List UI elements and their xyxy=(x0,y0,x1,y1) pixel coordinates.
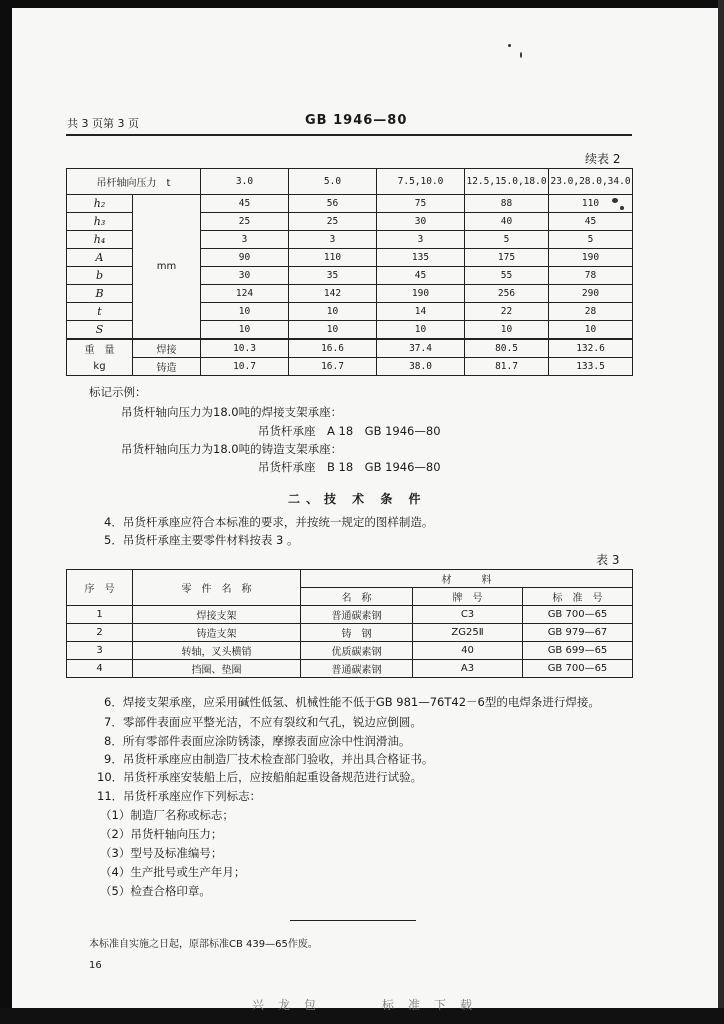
table-cell: 40 xyxy=(413,642,523,660)
table-cell: GB 699—65 xyxy=(523,642,633,660)
column-header: 23.0,28.0,34.0 xyxy=(549,169,633,195)
table-cell: 55 xyxy=(465,267,549,285)
weight-label: 重 量 xyxy=(67,339,133,358)
table-cell: 10 xyxy=(201,303,289,321)
row-label: B xyxy=(67,285,133,303)
table-cell: 190 xyxy=(377,285,465,303)
clause: 10．吊货杆承座安装船上后，应按船舶起重设备规范进行试验。 xyxy=(97,770,423,784)
table-cell: 110 xyxy=(549,195,633,213)
sub-item: （5）检查合格印章。 xyxy=(100,884,211,898)
marking-example-title: 标记示例： xyxy=(89,385,147,399)
axial-pressure-header: 吊杆轴向压力 t xyxy=(67,169,201,195)
table-cell: 38.0 xyxy=(377,358,465,376)
table-cell: 10 xyxy=(201,321,289,340)
table-cell: 普通碳素钢 xyxy=(301,606,413,624)
table-cell: C3 xyxy=(413,606,523,624)
table-cell: GB 700—65 xyxy=(523,660,633,678)
sub-item: （1）制造厂名称或标志； xyxy=(100,808,234,822)
weight-row xyxy=(67,339,633,358)
sub-item: （3）型号及标准编号； xyxy=(100,846,223,860)
table-row xyxy=(67,624,633,642)
clause: 11．吊货杆承座应作下列标志： xyxy=(97,789,262,803)
table-cell: 10.7 xyxy=(201,358,289,376)
table-cell: 1 xyxy=(67,606,133,624)
table-cell: 142 xyxy=(289,285,377,303)
table-cell: 78 xyxy=(549,267,633,285)
row-label: A xyxy=(67,249,133,267)
scan-speck xyxy=(508,44,511,47)
clause: 5．吊货杆承座主要零件材料按表 3 。 xyxy=(104,533,299,547)
table-cell: 22 xyxy=(465,303,549,321)
column-header: 5.0 xyxy=(289,169,377,195)
table-cell: 37.4 xyxy=(377,339,465,358)
col-header-part: 零 件 名 称 xyxy=(133,570,301,606)
table-cell: 14 xyxy=(377,303,465,321)
table-cell: 290 xyxy=(549,285,633,303)
table-cell: 5 xyxy=(549,231,633,249)
table-cell: 25 xyxy=(201,213,289,231)
row-label: t xyxy=(67,303,133,321)
table-cell: GB 979—67 xyxy=(523,624,633,642)
standard-code: GB 1946—80 xyxy=(305,113,408,128)
row-label: h₄ xyxy=(67,231,133,249)
clause: 9．吊货杆承座应由制造厂技术检查部门验收，并出具合格证书。 xyxy=(104,752,434,766)
footnote: 本标准自实施之日起，原部标准CB 439—65作废。 xyxy=(89,939,318,950)
table-cell: 挡圈、垫圈 xyxy=(133,660,301,678)
row-label: h₂ xyxy=(67,195,133,213)
table-header-row xyxy=(67,169,633,195)
table2-caption: 续表 2 xyxy=(585,152,621,166)
scan-border-right xyxy=(718,0,724,1024)
header-rule xyxy=(66,134,632,136)
table-cell: 16.6 xyxy=(289,339,377,358)
table-cell: A3 xyxy=(413,660,523,678)
col-header-std: 标 准 号 xyxy=(523,588,633,606)
table-cell: 40 xyxy=(465,213,549,231)
table-cell: ZG25Ⅱ xyxy=(413,624,523,642)
table-cell: 3 xyxy=(201,231,289,249)
table-cell: 5 xyxy=(465,231,549,249)
table-cell: 10 xyxy=(377,321,465,340)
row-label: h₃ xyxy=(67,213,133,231)
table-cell: 2 xyxy=(67,624,133,642)
clause: 7．零部件表面应平整光洁，不应有裂纹和气孔，锐边应倒圆。 xyxy=(104,715,422,729)
weight-type: 铸造 xyxy=(133,358,201,376)
table-cell: 10 xyxy=(289,303,377,321)
table-cell: 30 xyxy=(201,267,289,285)
sub-item: （2）吊货杆轴向压力； xyxy=(100,827,223,841)
table-cell: 45 xyxy=(377,267,465,285)
scan-border-top xyxy=(0,0,724,8)
table-cell: 10 xyxy=(549,321,633,340)
column-header: 3.0 xyxy=(201,169,289,195)
weight-row xyxy=(67,358,633,376)
table-header-row xyxy=(67,570,633,588)
scan-border-left xyxy=(0,0,12,1024)
table-cell: 铸 钢 xyxy=(301,624,413,642)
clause: 4．吊货杆承座应符合本标准的要求，并按统一规定的图样制造。 xyxy=(104,515,434,529)
dimension-table xyxy=(66,168,633,376)
table3-caption: 表 3 xyxy=(596,553,620,567)
marking-example-line: 吊货杆轴向压力为18.0吨的焊接支架承座： xyxy=(121,405,343,419)
table-cell: 45 xyxy=(549,213,633,231)
table-cell: 10 xyxy=(465,321,549,340)
table-cell: 10 xyxy=(289,321,377,340)
table-cell: 10.3 xyxy=(201,339,289,358)
table-cell: 256 xyxy=(465,285,549,303)
table-cell: 转轴，叉头横销 xyxy=(133,642,301,660)
table-cell: 4 xyxy=(67,660,133,678)
footnote-rule xyxy=(290,920,416,921)
table-cell: 124 xyxy=(201,285,289,303)
sub-item: （4）生产批号或生产年月； xyxy=(100,865,246,879)
col-header-no: 序 号 xyxy=(67,570,133,606)
table-row xyxy=(67,660,633,678)
table-cell: GB 700—65 xyxy=(523,606,633,624)
table-cell: 25 xyxy=(289,213,377,231)
scan-footer-text: 兴龙包 标准下载 xyxy=(252,998,487,1012)
section-title: 二、技 术 条 件 xyxy=(288,492,427,506)
table-cell: 88 xyxy=(465,195,549,213)
scan-speck xyxy=(520,52,522,58)
table-cell: 56 xyxy=(289,195,377,213)
table-cell: 铸造支架 xyxy=(133,624,301,642)
table-cell: 28 xyxy=(549,303,633,321)
table-cell: 3 xyxy=(377,231,465,249)
table-cell: 30 xyxy=(377,213,465,231)
column-header: 7.5,10.0 xyxy=(377,169,465,195)
page-number: 16 xyxy=(89,960,102,971)
table-cell: 3 xyxy=(67,642,133,660)
page-info: 共 3 页第 3 页 xyxy=(67,117,139,130)
table-cell: 175 xyxy=(465,249,549,267)
marking-example-line: 吊货杆轴向压力为18.0吨的铸造支架承座： xyxy=(121,442,343,456)
table-cell: 110 xyxy=(289,249,377,267)
table-cell: 80.5 xyxy=(465,339,549,358)
table-cell: 35 xyxy=(289,267,377,285)
materials-table xyxy=(66,569,633,678)
unit-cell: mm xyxy=(133,195,201,340)
clause: 6．焊接支架承座，应采用碱性低氢、机械性能不低于GB 981—76T42－6型的电焊条进行焊接。 xyxy=(104,695,600,709)
clause: 8．所有零部件表面应涂防锈漆，摩擦表面应涂中性润滑油。 xyxy=(104,734,411,748)
col-header-grade: 牌 号 xyxy=(413,588,523,606)
weight-type: 焊接 xyxy=(133,339,201,358)
table-cell: 135 xyxy=(377,249,465,267)
marking-example-line: 吊货杆承座 B 18 GB 1946—80 xyxy=(258,460,441,474)
table-cell: 132.6 xyxy=(549,339,633,358)
weight-unit: kg xyxy=(67,358,133,376)
row-label: S xyxy=(67,321,133,340)
table-cell: 133.5 xyxy=(549,358,633,376)
col-header-material: 材 料 xyxy=(301,570,633,588)
table-cell: 45 xyxy=(201,195,289,213)
table-cell: 焊接支架 xyxy=(133,606,301,624)
table-row xyxy=(67,606,633,624)
table-cell: 普通碳素钢 xyxy=(301,660,413,678)
marking-example-line: 吊货杆承座 A 18 GB 1946—80 xyxy=(258,424,441,438)
table-cell: 75 xyxy=(377,195,465,213)
table-cell: 190 xyxy=(549,249,633,267)
table-cell: 3 xyxy=(289,231,377,249)
col-header-name: 名 称 xyxy=(301,588,413,606)
row-label: b xyxy=(67,267,133,285)
table-cell: 90 xyxy=(201,249,289,267)
table-row xyxy=(67,195,633,213)
table-cell: 16.7 xyxy=(289,358,377,376)
column-header: 12.5,15.0,18.0 xyxy=(465,169,549,195)
table-cell: 优质碳素钢 xyxy=(301,642,413,660)
table-cell: 81.7 xyxy=(465,358,549,376)
table-row xyxy=(67,642,633,660)
